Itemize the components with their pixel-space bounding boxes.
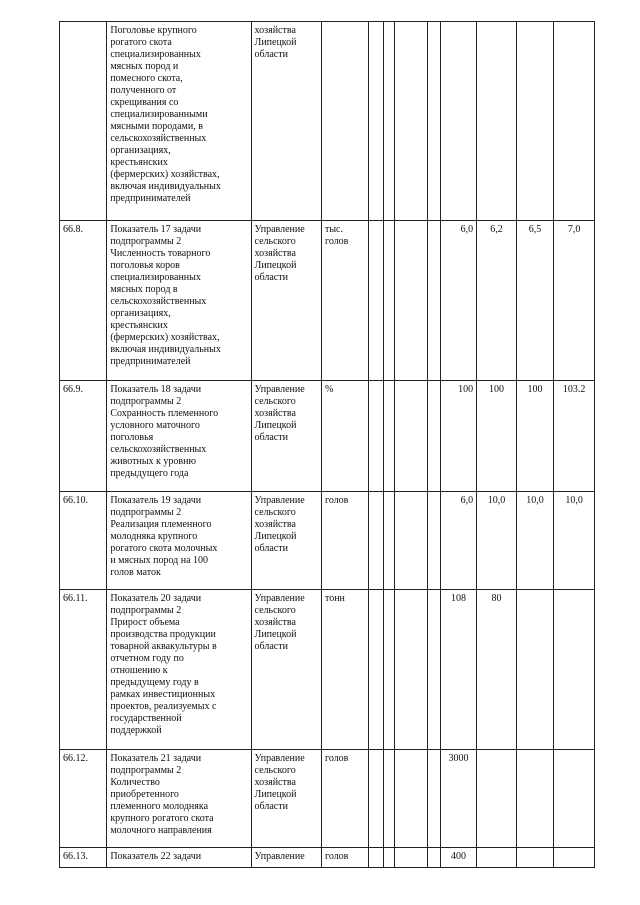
empty-cell [427, 381, 440, 492]
empty-cell [427, 492, 440, 590]
empty-cell [427, 750, 440, 848]
indicator-description: Показатель 22 задачи [107, 848, 251, 868]
value-cell: 6,0 [440, 492, 476, 590]
value-cell [554, 848, 595, 868]
table-row [60, 492, 595, 590]
value-cell [440, 22, 476, 221]
indicator-description: Показатель 17 задачи подпрограммы 2 Численность товарного поголовья коров специализированных мясных пород в сельскохозяйственных организациях, крестьянских (фермерских) хозяйствах, включая индивидуальных предпринимателей [107, 221, 251, 381]
value-cell: 100 [440, 381, 476, 492]
empty-cell [369, 848, 383, 868]
unit-of-measure: тыс. голов [321, 221, 368, 381]
empty-cell [394, 590, 427, 750]
empty-cell [383, 750, 394, 848]
empty-cell [394, 750, 427, 848]
value-cell: 103.2 [554, 381, 595, 492]
value-cell: 100 [516, 381, 553, 492]
empty-cell [383, 848, 394, 868]
responsible-org: Управление сельского хозяйства Липецкой области [251, 590, 321, 750]
value-cell [516, 848, 553, 868]
row-number: 66.11. [60, 590, 107, 750]
indicator-description: Показатель 21 задачи подпрограммы 2 Количество приобретенного племенного молодняка крупного рогатого скота молочного направления [107, 750, 251, 848]
empty-cell [369, 492, 383, 590]
table-row [60, 590, 595, 750]
responsible-org: хозяйства Липецкой области [251, 22, 321, 221]
table-row [60, 381, 595, 492]
unit-of-measure: тонн [321, 590, 368, 750]
indicator-description: Показатель 18 задачи подпрограммы 2 Сохранность племенного условного маточного поголовья сельскохозяйственных животных к уровню предыдущего года [107, 381, 251, 492]
row-number: 66.13. [60, 848, 107, 868]
empty-cell [394, 221, 427, 381]
indicators-table [59, 21, 595, 868]
value-cell: 6,2 [477, 221, 517, 381]
value-cell: 6,5 [516, 221, 553, 381]
empty-cell [427, 221, 440, 381]
empty-cell [369, 221, 383, 381]
table-row [60, 221, 595, 381]
empty-cell [369, 22, 383, 221]
value-cell: 10,0 [554, 492, 595, 590]
empty-cell [427, 590, 440, 750]
responsible-org: Управление сельского хозяйства Липецкой области [251, 221, 321, 381]
value-cell [516, 590, 553, 750]
empty-cell [369, 750, 383, 848]
value-cell [554, 22, 595, 221]
value-cell [477, 750, 517, 848]
empty-cell [427, 848, 440, 868]
row-number [60, 22, 107, 221]
empty-cell [427, 22, 440, 221]
responsible-org: Управление сельского хозяйства Липецкой области [251, 750, 321, 848]
value-cell: 400 [440, 848, 476, 868]
unit-of-measure: голов [321, 750, 368, 848]
empty-cell [394, 381, 427, 492]
indicator-description: Показатель 20 задачи подпрограммы 2 Прирост объема производства продукции товарной аквакультуры в отчетном году по отношению к предыдущему году в рамках инвестиционных проектов, реализуемых с государственной поддержкой [107, 590, 251, 750]
value-cell [477, 848, 517, 868]
value-cell: 80 [477, 590, 517, 750]
row-number: 66.10. [60, 492, 107, 590]
value-cell [516, 22, 553, 221]
empty-cell [394, 848, 427, 868]
value-cell: 3000 [440, 750, 476, 848]
value-cell: 10,0 [516, 492, 553, 590]
value-cell [516, 750, 553, 848]
empty-cell [369, 381, 383, 492]
value-cell [554, 590, 595, 750]
unit-of-measure: голов [321, 492, 368, 590]
row-number: 66.12. [60, 750, 107, 848]
value-cell: 7,0 [554, 221, 595, 381]
row-number: 66.9. [60, 381, 107, 492]
responsible-org: Управление сельского хозяйства Липецкой области [251, 492, 321, 590]
empty-cell [383, 22, 394, 221]
row-number: 66.8. [60, 221, 107, 381]
empty-cell [369, 590, 383, 750]
value-cell: 108 [440, 590, 476, 750]
empty-cell [383, 381, 394, 492]
value-cell: 100 [477, 381, 517, 492]
empty-cell [383, 221, 394, 381]
empty-cell [383, 590, 394, 750]
responsible-org: Управление сельского хозяйства Липецкой области [251, 381, 321, 492]
table-row [60, 848, 595, 868]
indicator-description: Поголовье крупного рогатого скота специализированных мясных пород и помесного скота, полученного от скрещивания со специализированными мясными породами, в сельскохозяйственных организациях, крестьянских (фермерских) хозяйствах, включая индивидуальных предпринимателей [107, 22, 251, 221]
value-cell: 6,0 [440, 221, 476, 381]
empty-cell [394, 492, 427, 590]
value-cell [554, 750, 595, 848]
value-cell: 10,0 [477, 492, 517, 590]
indicator-description: Показатель 19 задачи подпрограммы 2 Реализация племенного молодняка крупного рогатого скота молочных и мясных пород на 100 голов маток [107, 492, 251, 590]
unit-of-measure: % [321, 381, 368, 492]
table-row [60, 750, 595, 848]
responsible-org: Управление [251, 848, 321, 868]
empty-cell [383, 492, 394, 590]
table-row [60, 22, 595, 221]
empty-cell [394, 22, 427, 221]
value-cell [477, 22, 517, 221]
unit-of-measure [321, 22, 368, 221]
unit-of-measure: голов [321, 848, 368, 868]
